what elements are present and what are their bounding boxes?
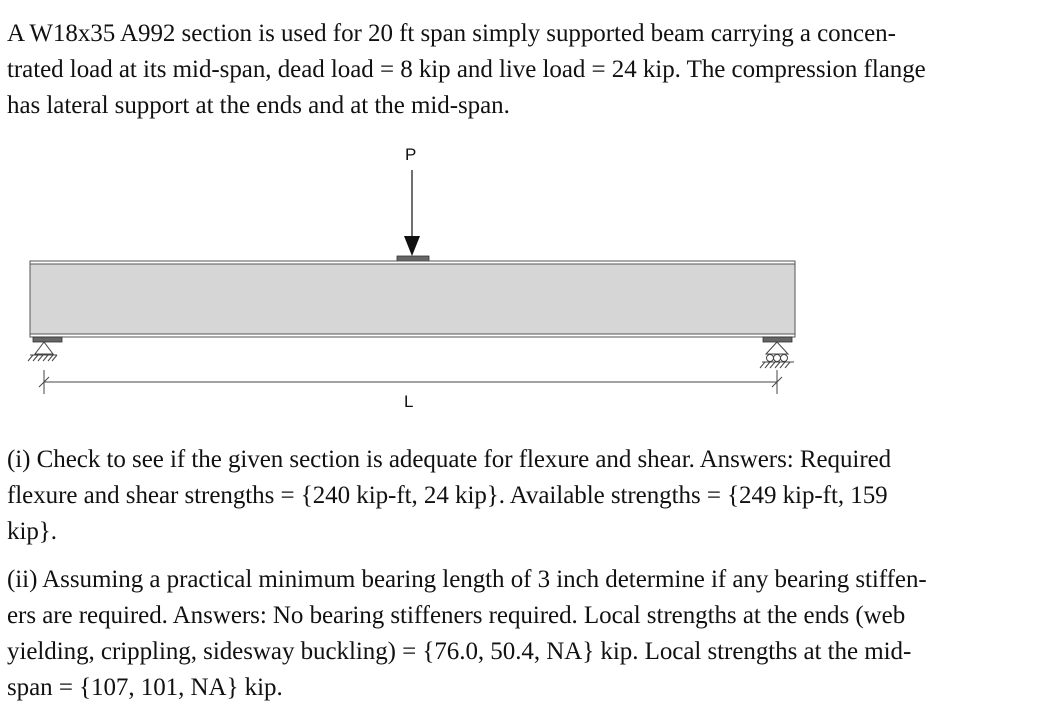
left-bearing-plate: [33, 337, 62, 342]
text-line: flexure and shear strengths = {240 kip-ft, 24 kip}. Available strengths = {249 kip-ft, 159: [7, 482, 888, 509]
roller-support-right: [760, 342, 794, 368]
pin-support-left: [28, 342, 57, 361]
problem-statement: [7, 16, 1027, 124]
load-label: P: [405, 145, 417, 164]
text-line: kip}.: [7, 518, 57, 545]
right-bearing-plate: [763, 337, 792, 342]
text-line: has lateral support at the ends and at the mid-span.: [7, 92, 510, 119]
load-arrow-head: [404, 236, 420, 256]
text-line: ers are required. Answers: No bearing stiffeners required. Local strengths at the ends (web: [7, 602, 906, 629]
beam-diagram: [0, 130, 1040, 430]
text-line: A W18x35 A992 section is used for 20 ft span simply supported beam carrying a concen-: [7, 20, 896, 47]
text-line: (i) Check to see if the given section is adequate for flexure and shear. Answers: Required: [7, 446, 892, 473]
part-ii: [7, 562, 1027, 706]
part-i: [7, 442, 1027, 550]
text-line: (ii) Assuming a practical minimum bearing length of 3 inch determine if any bearing stiffen-: [7, 566, 927, 593]
beam: [30, 261, 795, 337]
mid-bearing-plate: [397, 256, 429, 261]
span-label: L: [404, 392, 414, 411]
text-line: trated load at its mid-span, dead load = 8 kip and live load = 24 kip. The compression flange: [7, 56, 926, 83]
text-line: span = {107, 101, NA} kip.: [7, 674, 283, 701]
text-line: yielding, crippling, sidesway buckling) = {76.0, 50.4, NA} kip. Local strengths at the mid-: [7, 638, 912, 665]
span-dimension: [39, 370, 782, 394]
